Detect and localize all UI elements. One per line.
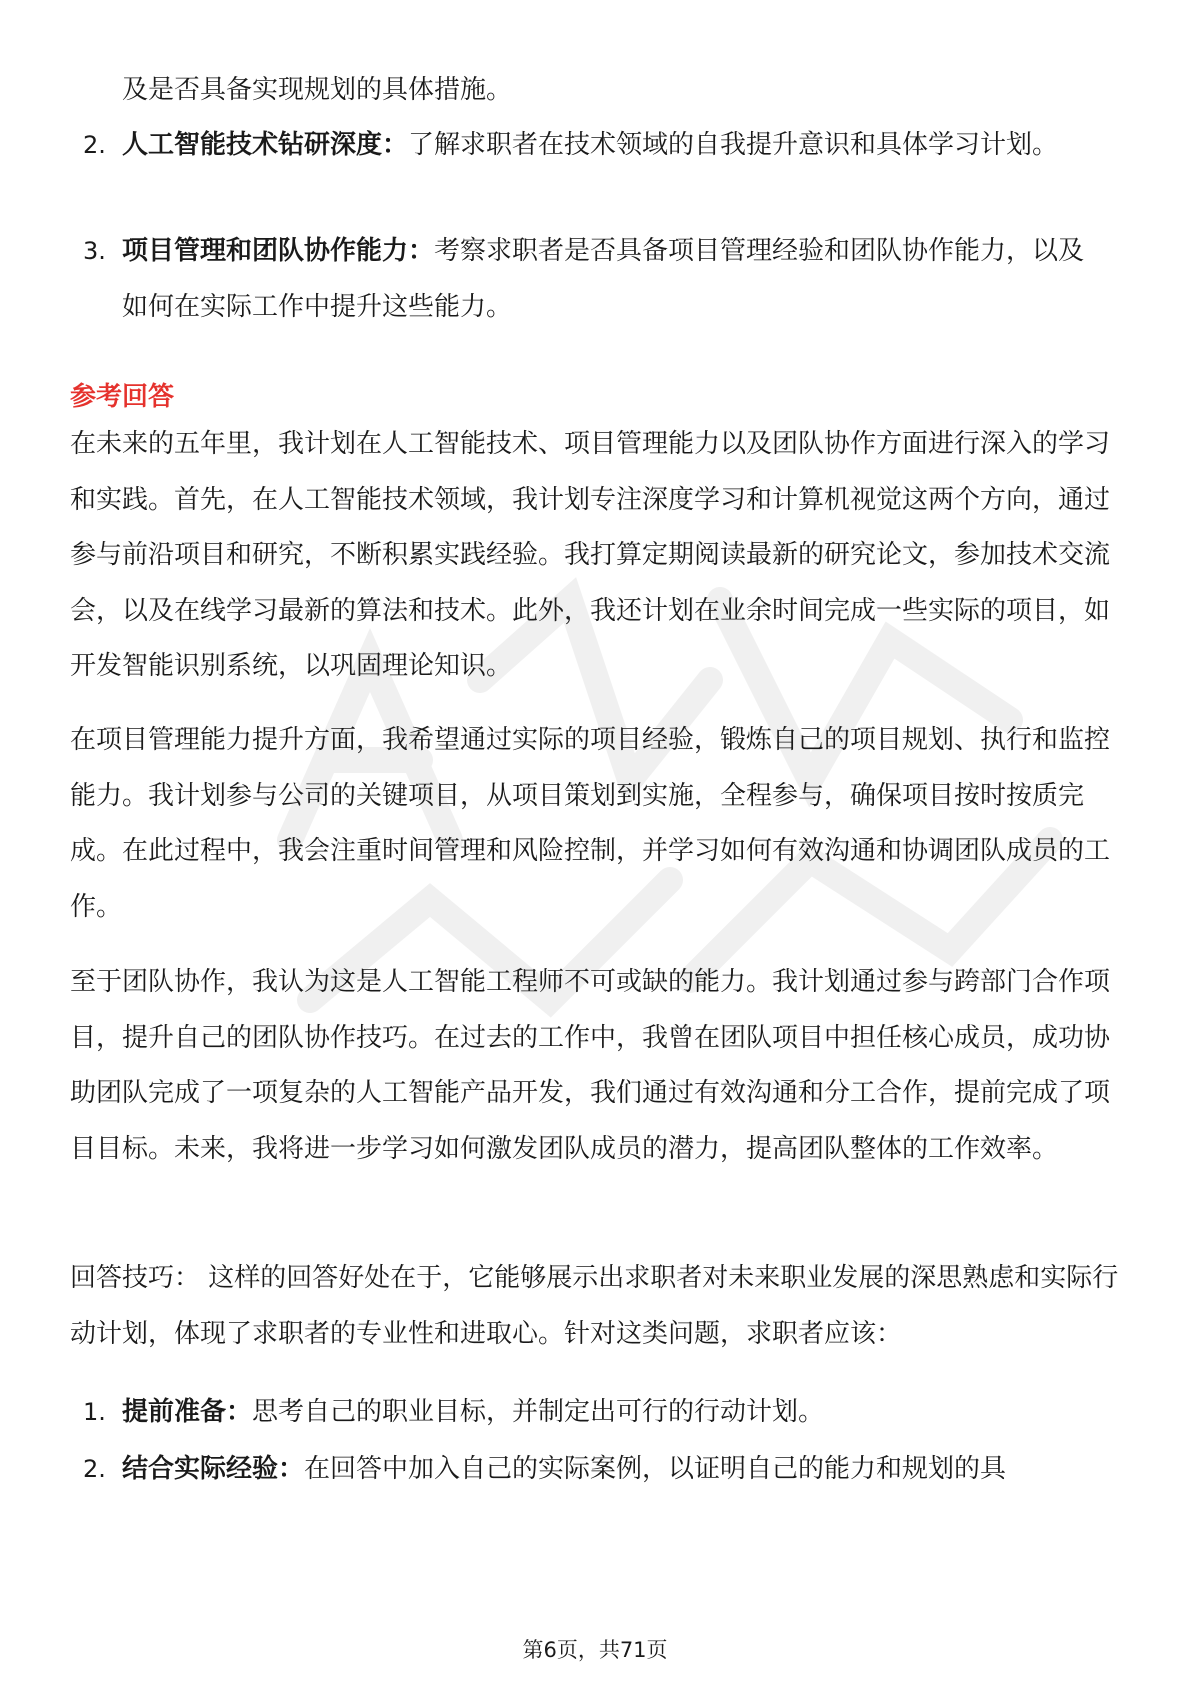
- list-item: [0, 1384, 1190, 1440]
- answer-paragraph: 至于团队协作，我认为这是人工智能工程师不可或缺的能力。我计划通过参与跨部门合作项目，提升自己的团队协作技巧。在过去的工作中，我曾在团队项目中担任核心成员，成功协助团队完成了一项复杂的人工智能产品开发，我们通过有效沟通和分工合作，提前完成了项目目标。未来，我将进一步学习如何激发团队成员的潜力，提高团队整体的工作效率。: [70, 967, 1111, 1164]
- list-number: 3.: [83, 237, 106, 265]
- list-item: [0, 1441, 1190, 1497]
- answer-heading: 参考回答: [70, 382, 175, 412]
- list-number: 2.: [83, 1455, 106, 1483]
- list-item-description: 考察求职者是否具备项目管理经验和团队协作能力，以及如何在实际工作中提升这些能力。: [122, 236, 1085, 322]
- list-item-description: 了解求职者在技术领域的自我提升意识和具体学习计划。: [408, 130, 1059, 160]
- list-item-text: [122, 1441, 1102, 1497]
- list-number: 2.: [83, 131, 106, 159]
- continuation-line: 及是否具备实现规划的具体措施。: [122, 75, 513, 105]
- answer-paragraph: 在项目管理能力提升方面，我希望通过实际的项目经验，锻炼自己的项目规划、执行和监控能力。我计划参与公司的关键项目，从项目策划到实施，全程参与，确保项目按时按质完成。在此过程中，我会注重时间管理和风险控制，并学习如何有效沟通和协调团队成员的工作。: [70, 725, 1111, 922]
- list-item-text: [122, 223, 1102, 335]
- list-item: [0, 223, 1190, 333]
- list-number: 1.: [83, 1398, 106, 1426]
- list-item-description: 思考自己的职业目标，并制定出可行的行动计划。: [252, 1397, 825, 1427]
- list-item-text: [122, 117, 1102, 173]
- page-footer: 第6页，共71页: [522, 1638, 668, 1662]
- list-item-label: 提前准备：: [122, 1397, 253, 1427]
- list-item-label: 结合实际经验：: [122, 1454, 305, 1484]
- list-item-description: 在回答中加入自己的实际案例，以证明自己的能力和规划的具: [304, 1454, 1007, 1484]
- list-item: [0, 117, 1190, 227]
- list-item-label: 项目管理和团队协作能力：: [122, 236, 435, 266]
- list-item-label: 人工智能技术钻研深度：: [122, 130, 409, 160]
- tips-intro-paragraph: 回答技巧： 这样的回答好处在于，它能够展示出求职者对未来职业发展的深思熟虑和实际行动计划，体现了求职者的专业性和进取心。针对这类问题，求职者应该：: [70, 1263, 1119, 1349]
- list-item-text: [122, 1384, 1102, 1440]
- answer-paragraph: 在未来的五年里，我计划在人工智能技术、项目管理能力以及团队协作方面进行深入的学习和实践。首先，在人工智能技术领域，我计划专注深度学习和计算机视觉这两个方向，通过参与前沿项目和研究，不断积累实践经验。我打算定期阅读最新的研究论文，参加技术交流会，以及在线学习最新的算法和技术。此外，我还计划在业余时间完成一些实际的项目，如开发智能识别系统，以巩固理论知识。: [70, 429, 1111, 681]
